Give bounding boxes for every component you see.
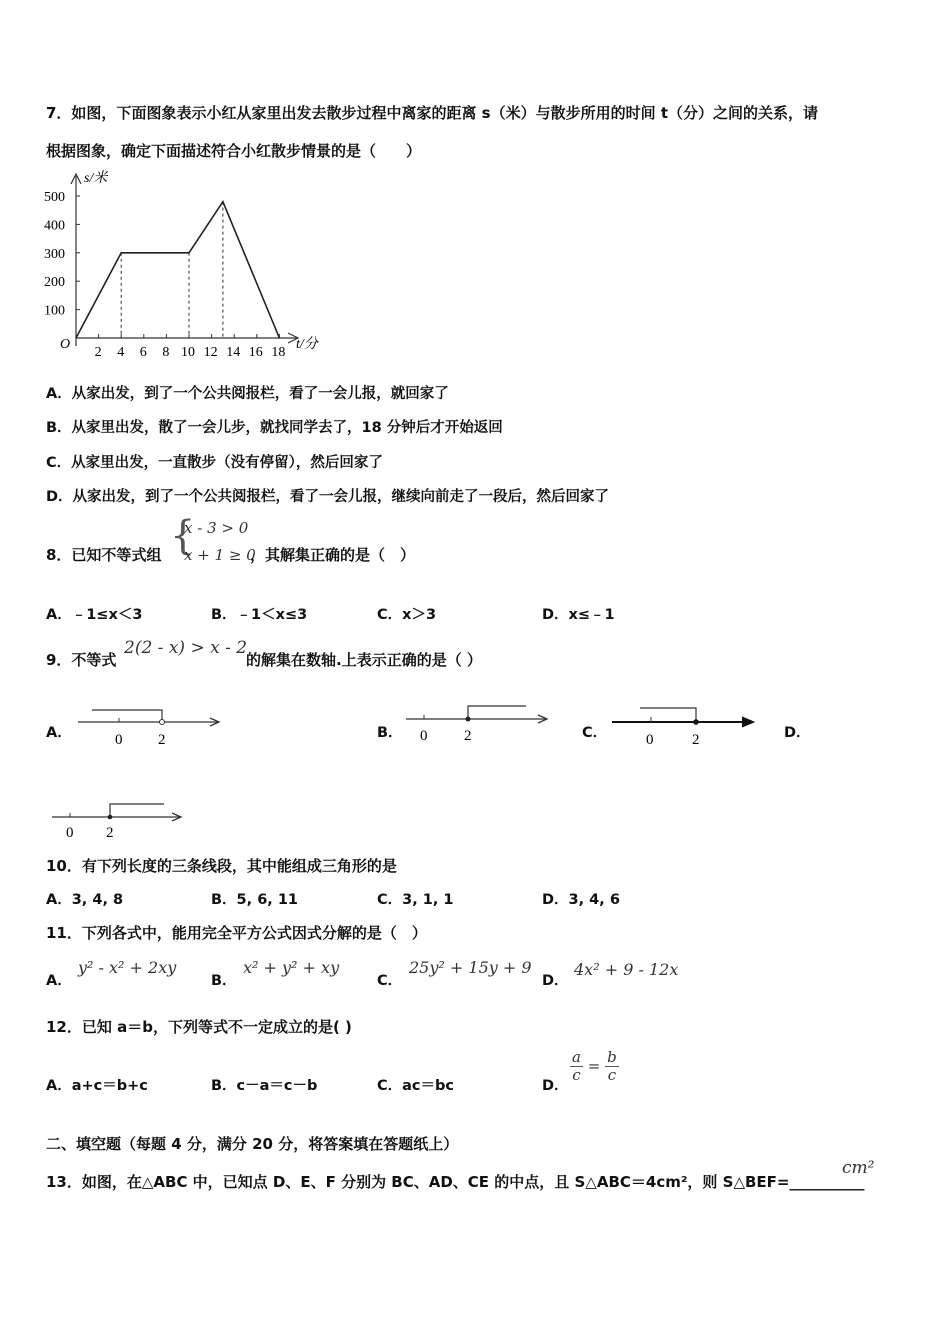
open-endpoint: [160, 720, 165, 725]
q7-stem-line1: 7．如图，下面图象表示小红从家里出发去散步过程中离家的距离 s（米）与散步所用的时间 t（分）之间的关系，请: [46, 104, 818, 122]
x-tick-label: 12: [203, 345, 218, 360]
x-tick-label: 4: [117, 345, 125, 360]
fraction-b-over-c: $\frac{b}{c}$: [607, 1048, 617, 1084]
q9-option-b-number-line[interactable]: [400, 700, 560, 750]
q8-option-b[interactable]: B．﹣1＜x≤3: [211, 607, 308, 623]
tick-2: 2: [106, 825, 114, 841]
q7-option-a[interactable]: A．从家出发，到了一个公共阅报栏，看了一会儿报，就回家了: [46, 386, 449, 402]
x-tick-label: 14: [226, 345, 241, 360]
q8-option-a[interactable]: A．﹣1≤x＜3: [46, 607, 143, 623]
q8-inequality-1: x - 3 > 0: [184, 519, 249, 537]
q10-option-a[interactable]: A．3, 4, 8: [46, 892, 124, 908]
q8-prefix: 8．已知不等式组: [46, 546, 162, 564]
y-tick-label: 400: [44, 218, 65, 234]
origin-label: O: [60, 337, 71, 352]
q12-option-d-expr[interactable]: $\frac{a}{c}$ = $\frac{b}{c}$: [572, 1048, 617, 1084]
q12-option-b[interactable]: B．c－a＝c－b: [211, 1078, 318, 1094]
q7-option-b[interactable]: B．从家里出发，散了一会儿步，就找同学去了，18 分钟后才开始返回: [46, 420, 503, 436]
y-tick-label: 200: [44, 275, 65, 291]
q8-suffix: ，其解集正确的是（ ）: [250, 546, 416, 564]
x-tick-label: 8: [162, 345, 170, 360]
tick-0: 0: [420, 728, 428, 744]
q12-stem: 12．已知 a＝b，下列等式不一定成立的是( ): [46, 1018, 352, 1036]
x-tick-label: 18: [271, 345, 286, 360]
q10-option-c[interactable]: C．3, 1, 1: [377, 892, 454, 908]
q12-option-a[interactable]: A．a+c＝b+c: [46, 1078, 148, 1094]
q11-option-b-label[interactable]: B．: [211, 973, 237, 989]
closed-endpoint: [108, 815, 113, 820]
q9-option-b-label[interactable]: B．: [377, 725, 403, 741]
q8-option-c[interactable]: C．x＞3: [377, 607, 437, 623]
q7-option-d[interactable]: D．从家出发，到了一个公共阅报栏，看了一会儿报，继续向前走了一段后，然后回家了: [46, 489, 610, 505]
q9-option-c-label[interactable]: C．: [582, 725, 608, 741]
q13-unit: cm²: [842, 1158, 875, 1178]
tick-0: 0: [115, 732, 123, 748]
q9-option-d-number-line[interactable]: [48, 797, 208, 843]
closed-endpoint: [466, 717, 471, 722]
q11-stem: 11．下列各式中，能用完全平方公式因式分解的是（ ）: [46, 924, 427, 942]
x-axis-label: t/分: [296, 337, 318, 352]
fraction-a-over-c: $\frac{a}{c}$: [572, 1048, 581, 1084]
tick-0: 0: [66, 825, 74, 841]
q9-option-a-label[interactable]: A．: [46, 725, 72, 741]
q10-stem: 10．有下列长度的三条线段，其中能组成三角形的是: [46, 857, 397, 875]
q8-option-d[interactable]: D．x≤﹣1: [542, 607, 615, 623]
q11-option-c-expr[interactable]: 25y² + 15y + 9: [409, 958, 532, 977]
q9-prefix: 9．不等式: [46, 651, 117, 669]
q7-option-c[interactable]: C．从家里出发，一直散步（没有停留），然后回家了: [46, 455, 383, 471]
y-tick-label: 300: [44, 246, 65, 262]
distance-time-line: [76, 202, 279, 338]
q9-option-a-number-line[interactable]: [72, 700, 232, 750]
y-tick-label: 100: [44, 303, 65, 319]
system-brace: {: [170, 513, 196, 559]
q9-inequality: 2(2 - x) > x - 2: [124, 638, 248, 658]
x-tick-label: 6: [139, 345, 147, 360]
closed-endpoint: [693, 719, 699, 725]
q9-option-c-number-line[interactable]: [606, 700, 766, 750]
q11-option-d-expr[interactable]: 4x² + 9 - 12x: [574, 960, 679, 979]
q11-option-c-label[interactable]: C．: [377, 973, 403, 989]
q11-option-b-expr[interactable]: x² + y² + xy: [243, 958, 340, 977]
tick-0: 0: [646, 732, 654, 748]
q7-stem-line2: 根据图象，确定下面描述符合小红散步情景的是（ ）: [46, 142, 422, 160]
q11-option-d-label[interactable]: D．: [542, 973, 569, 989]
tick-2: 2: [158, 732, 166, 748]
y-tick-label: 500: [44, 190, 65, 205]
section-fill-in-blank-heading: 二、填空题（每题 4 分，满分 20 分，将答案填在答题纸上）: [46, 1135, 459, 1153]
tick-2: 2: [692, 732, 700, 748]
q9-option-d-label[interactable]: D．: [784, 725, 811, 741]
x-tick-label: 2: [94, 345, 102, 360]
q10-option-d[interactable]: D．3, 4, 6: [542, 892, 620, 908]
y-axis-label: s/米: [84, 171, 108, 186]
q12-option-d-label[interactable]: D．: [542, 1078, 569, 1094]
q10-option-b[interactable]: B．5, 6, 11: [211, 892, 299, 908]
x-tick-label: 16: [248, 345, 263, 360]
q13-stem: 13．如图，在△ABC 中，已知点 D、E、F 分别为 BC、AD、CE 的中点，且 S△ABC＝4cm²，则 S△BEF=__________: [46, 1173, 865, 1191]
q12-option-c[interactable]: C．ac＝bc: [377, 1078, 454, 1094]
q11-option-a-label[interactable]: A．: [46, 973, 72, 989]
x-tick-label: 10: [181, 345, 195, 360]
tick-2: 2: [464, 728, 472, 744]
q8-inequality-2: x + 1 ≥ 0: [184, 546, 256, 564]
q11-option-a-expr[interactable]: y² - x² + 2xy: [78, 958, 177, 977]
q7-distance-time-graph: [40, 168, 340, 363]
q9-suffix: 的解集在数轴.上表示正确的是（ ）: [246, 651, 482, 669]
